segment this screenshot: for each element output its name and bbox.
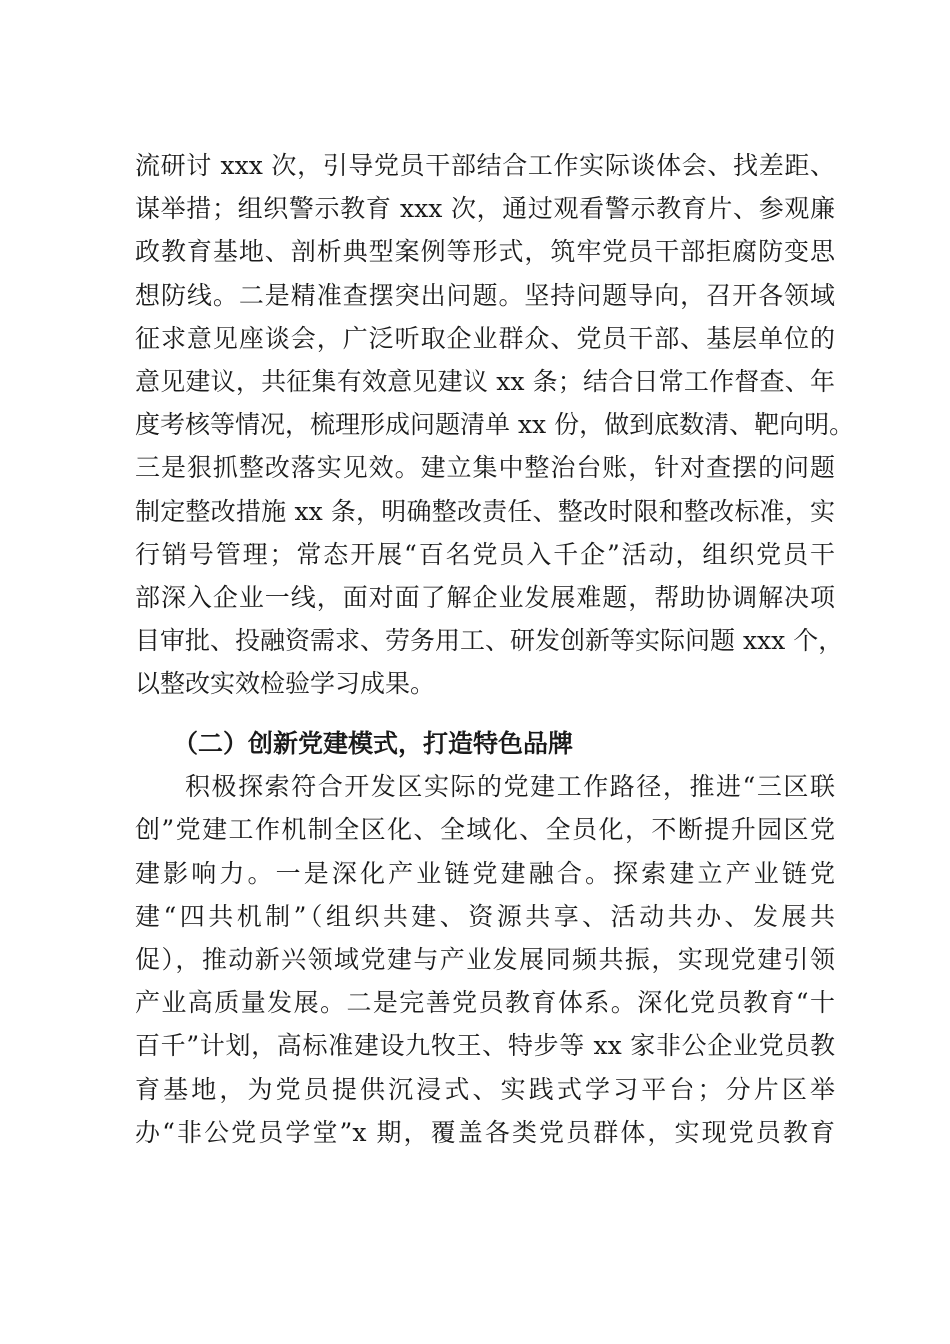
paragraph-line: 流研讨 xxx 次，引导党员干部结合工作实际谈体会、找差距、 — [135, 151, 835, 180]
paragraph-line: 行销号管理；常态开展“百名党员入千企”活动，组织党员干 — [135, 539, 835, 569]
paragraph-line: 创”党建工作机制全区化、全域化、全员化，不断提升园区党 — [135, 815, 835, 845]
paragraph-line: 政教育基地、剖析典型案例等形式，筑牢党员干部拒腐防变思 — [135, 237, 835, 267]
paragraph-line: 部深入企业一线，面对面了解企业发展难题，帮助协调解决项 — [135, 582, 835, 612]
paragraph-line: 建影响力。一是深化产业链党建融合。探索建立产业链党 — [135, 858, 835, 888]
section-heading: （二）创新党建模式，打造特色品牌 — [173, 729, 574, 758]
paragraph-line: 积极探索符合开发区实际的党建工作路径，推进“三区联 — [185, 772, 835, 802]
section-party-building — [135, 722, 835, 1154]
paragraph-line: 制定整改措施 xx 条，明确整改责任、整改时限和整改标准，实 — [135, 496, 835, 526]
paragraph-line: 百千”计划，高标准建设九牧王、特步等 xx 家非公企业党员教 — [135, 1031, 835, 1061]
paragraph-line: 三是狠抓整改落实见效。建立集中整治台账，针对查摆的问题 — [135, 453, 835, 483]
paragraph-line: 想防线。二是精准查摆突出问题。坚持问题导向，召开各领域 — [135, 280, 835, 310]
paragraph-line: 以整改实效检验学习成果。 — [135, 669, 436, 699]
paragraph-line: 征求意见座谈会，广泛听取企业群众、党员干部、基层单位的 — [135, 323, 835, 353]
paragraph-rectification — [135, 144, 855, 705]
paragraph-line: 产业高质量发展。二是完善党员教育体系。深化党员教育“十 — [135, 988, 835, 1018]
paragraph-line: 意见建议，共征集有效意见建议 xx 条；结合日常工作督查、年 — [135, 366, 835, 396]
paragraph-line: 度考核等情况，梳理形成问题清单 xx 份，做到底数清、靶向明。 — [135, 410, 855, 440]
paragraph-line: 育基地，为党员提供沉浸式、实践式学习平台；分片区举 — [135, 1074, 835, 1104]
paragraph-line: 促），推动新兴领域党建与产业发展同频共振，实现党建引领 — [135, 944, 835, 974]
paragraph-line: 建“四共机制”（组织共建、资源共享、活动共办、发展共 — [135, 901, 835, 931]
paragraph-line: 办“非公党员学堂”x 期，覆盖各类党员群体，实现党员教育 — [135, 1117, 835, 1147]
paragraph-line: 目审批、投融资需求、劳务用工、研发创新等实际问题 xxx 个， — [135, 626, 844, 656]
paragraph-line: 谋举措；组织警示教育 xxx 次，通过观看警示教育片、参观廉 — [135, 194, 835, 224]
